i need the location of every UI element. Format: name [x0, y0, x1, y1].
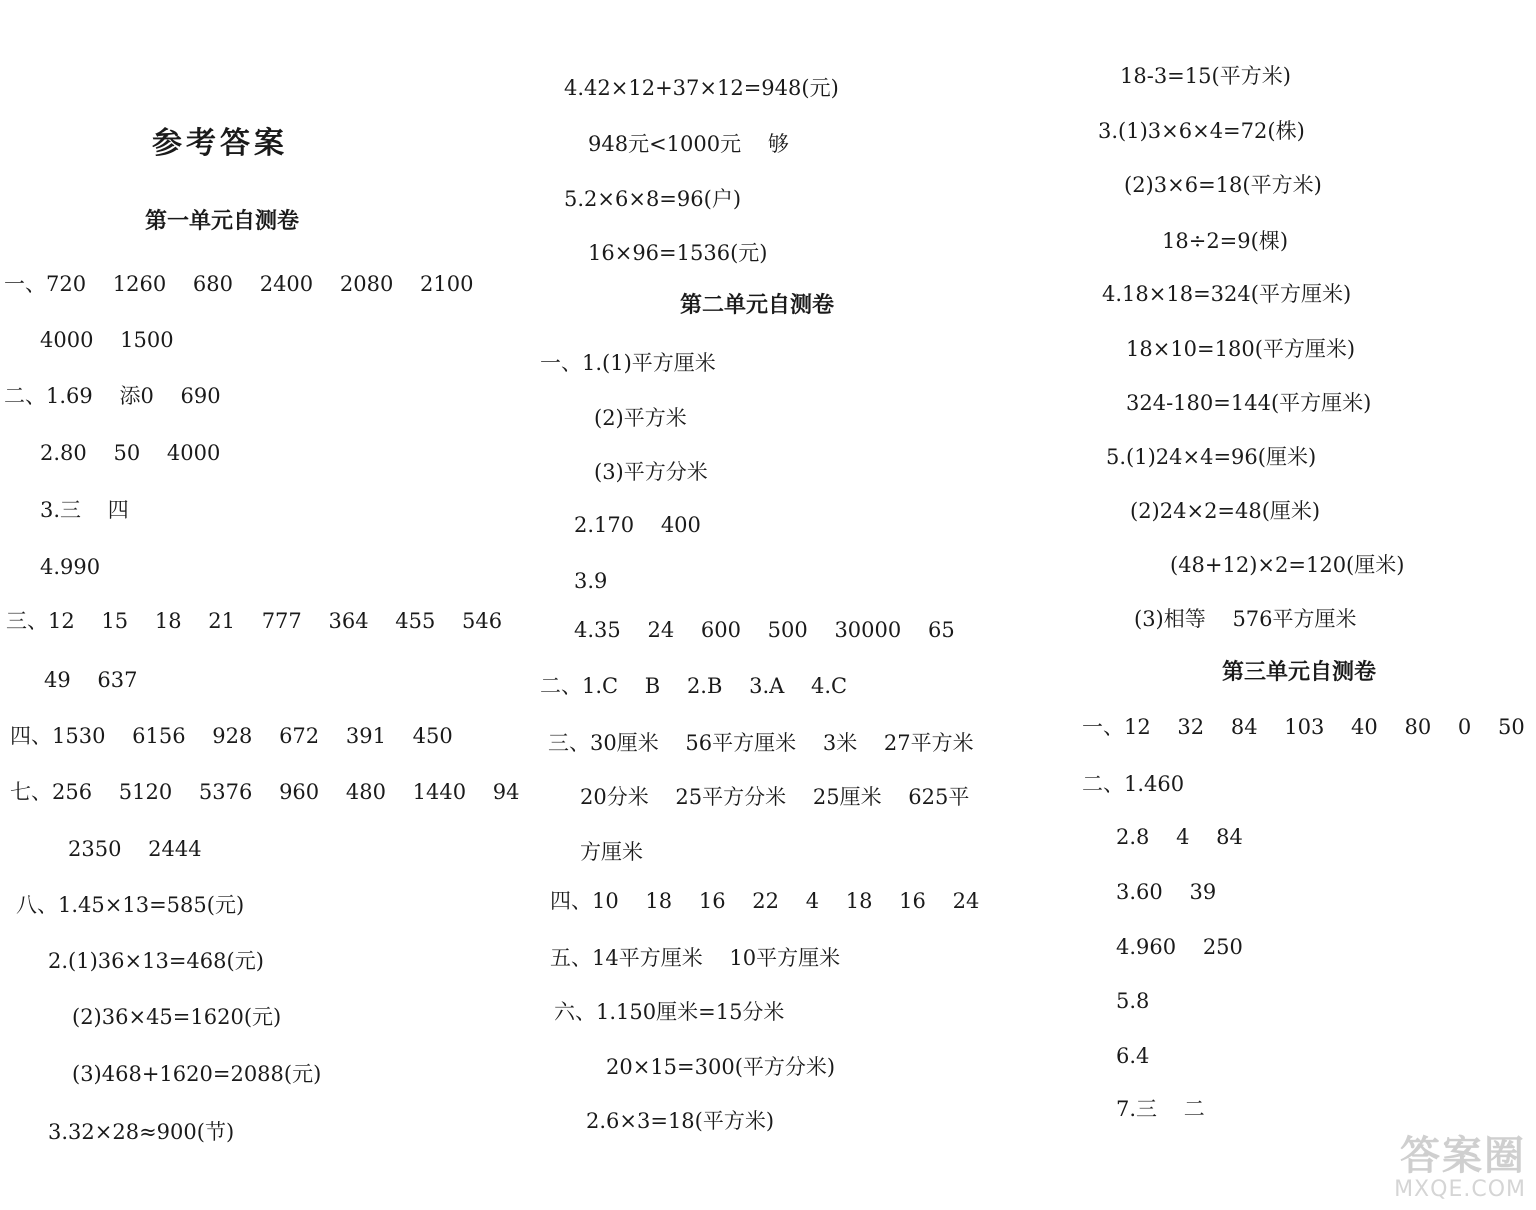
answer-line: 四、10 18 16 22 4 18 16 24: [550, 889, 980, 913]
answer-line: 18-3=15(平方米): [1120, 64, 1291, 88]
answer-column-2: [530, 0, 1050, 1210]
answer-line: (3)平方分米: [594, 460, 708, 484]
section-heading: 第一单元自测卷: [145, 209, 300, 234]
answer-line: 2.8 4 84: [1116, 825, 1243, 849]
answer-line: 20分米 25平方分米 25厘米 625平: [580, 785, 970, 809]
answer-line: (2)平方米: [594, 406, 687, 430]
answer-line: 5.8: [1116, 989, 1150, 1013]
page-title: 参考答案: [152, 126, 288, 161]
answer-line: 二、1.69 添0 690: [4, 384, 221, 408]
answer-line: 3.32×28≈900(节): [48, 1120, 235, 1144]
answer-line: 4.18×18=324(平方厘米): [1102, 282, 1352, 306]
answer-column-3: [1070, 0, 1536, 1210]
answer-line: 八、1.45×13=585(元): [16, 893, 245, 917]
answer-line: 3.三 四: [40, 498, 129, 522]
answer-line: (2)36×45=1620(元): [72, 1005, 282, 1029]
watermark-text: 答案圈: [1400, 1133, 1526, 1179]
answer-line: 4.960 250: [1116, 935, 1243, 959]
answer-line: 20×15=300(平方分米): [606, 1055, 836, 1079]
answer-line: (2)24×2=48(厘米): [1130, 499, 1321, 523]
answer-line: 16×96=1536(元): [588, 241, 768, 265]
answer-line: (2)3×6=18(平方米): [1124, 173, 1322, 197]
answer-line: 二、1.460: [1082, 772, 1185, 796]
watermark-url: MXQE.COM: [1394, 1177, 1526, 1202]
answer-line: 2.6×3=18(平方米): [586, 1109, 775, 1133]
answer-line: 一、1.(1)平方厘米: [540, 351, 716, 375]
answer-line: 5.(1)24×4=96(厘米): [1106, 445, 1317, 469]
answer-line: 3.(1)3×6×4=72(株): [1098, 119, 1305, 143]
answer-line: 18×10=180(平方厘米): [1126, 337, 1356, 361]
answer-line: 方厘米: [580, 840, 643, 864]
answer-column-1: [0, 0, 520, 1210]
answer-line: 四、1530 6156 928 672 391 450: [10, 724, 453, 748]
answer-line: 七、256 5120 5376 960 480 1440 94: [10, 780, 520, 804]
answer-line: 6.4: [1116, 1044, 1150, 1068]
answer-line: (3)相等 576平方厘米: [1134, 607, 1357, 631]
answer-line: 5.2×6×8=96(户): [564, 187, 742, 211]
answer-line: 六、1.150厘米=15分米: [554, 1000, 785, 1024]
answer-line: 948元<1000元 够: [588, 132, 789, 156]
answer-line: 4.990: [40, 555, 101, 579]
answer-line: 4.35 24 600 500 30000 65: [574, 618, 955, 642]
answer-line: 49 637: [44, 668, 138, 692]
answer-line: 3.9: [574, 569, 608, 593]
answer-line: 18÷2=9(棵): [1162, 229, 1289, 253]
answer-line: 324-180=144(平方厘米): [1126, 391, 1372, 415]
section-heading: 第二单元自测卷: [680, 293, 835, 318]
answer-line: 2.(1)36×13=468(元): [48, 949, 264, 973]
answer-line: 三、30厘米 56平方厘米 3米 27平方米: [548, 731, 974, 755]
answer-line: 2.170 400: [574, 513, 701, 537]
answer-line: 4.42×12+37×12=948(元): [564, 76, 839, 100]
answer-line: (48+12)×2=120(厘米): [1170, 553, 1405, 577]
answer-line: 三、12 15 18 21 777 364 455 546: [6, 609, 503, 633]
answer-line: (3)468+1620=2088(元): [72, 1062, 322, 1086]
answer-line: 一、720 1260 680 2400 2080 2100: [4, 272, 474, 296]
watermark-logo: [1394, 1134, 1526, 1202]
answer-line: 五、14平方厘米 10平方厘米: [550, 946, 841, 970]
answer-line: 二、1.C B 2.B 3.A 4.C: [540, 674, 848, 698]
answer-line: 4000 1500: [40, 328, 174, 352]
answer-line: 2350 2444: [68, 837, 202, 861]
section-heading: 第三单元自测卷: [1222, 660, 1377, 685]
answer-line: 3.60 39: [1116, 880, 1217, 904]
answer-line: 7.三 二: [1116, 1097, 1205, 1121]
answer-line: 2.80 50 4000: [40, 441, 221, 465]
answer-line: 一、12 32 84 103 40 80 0 50: [1082, 715, 1525, 739]
